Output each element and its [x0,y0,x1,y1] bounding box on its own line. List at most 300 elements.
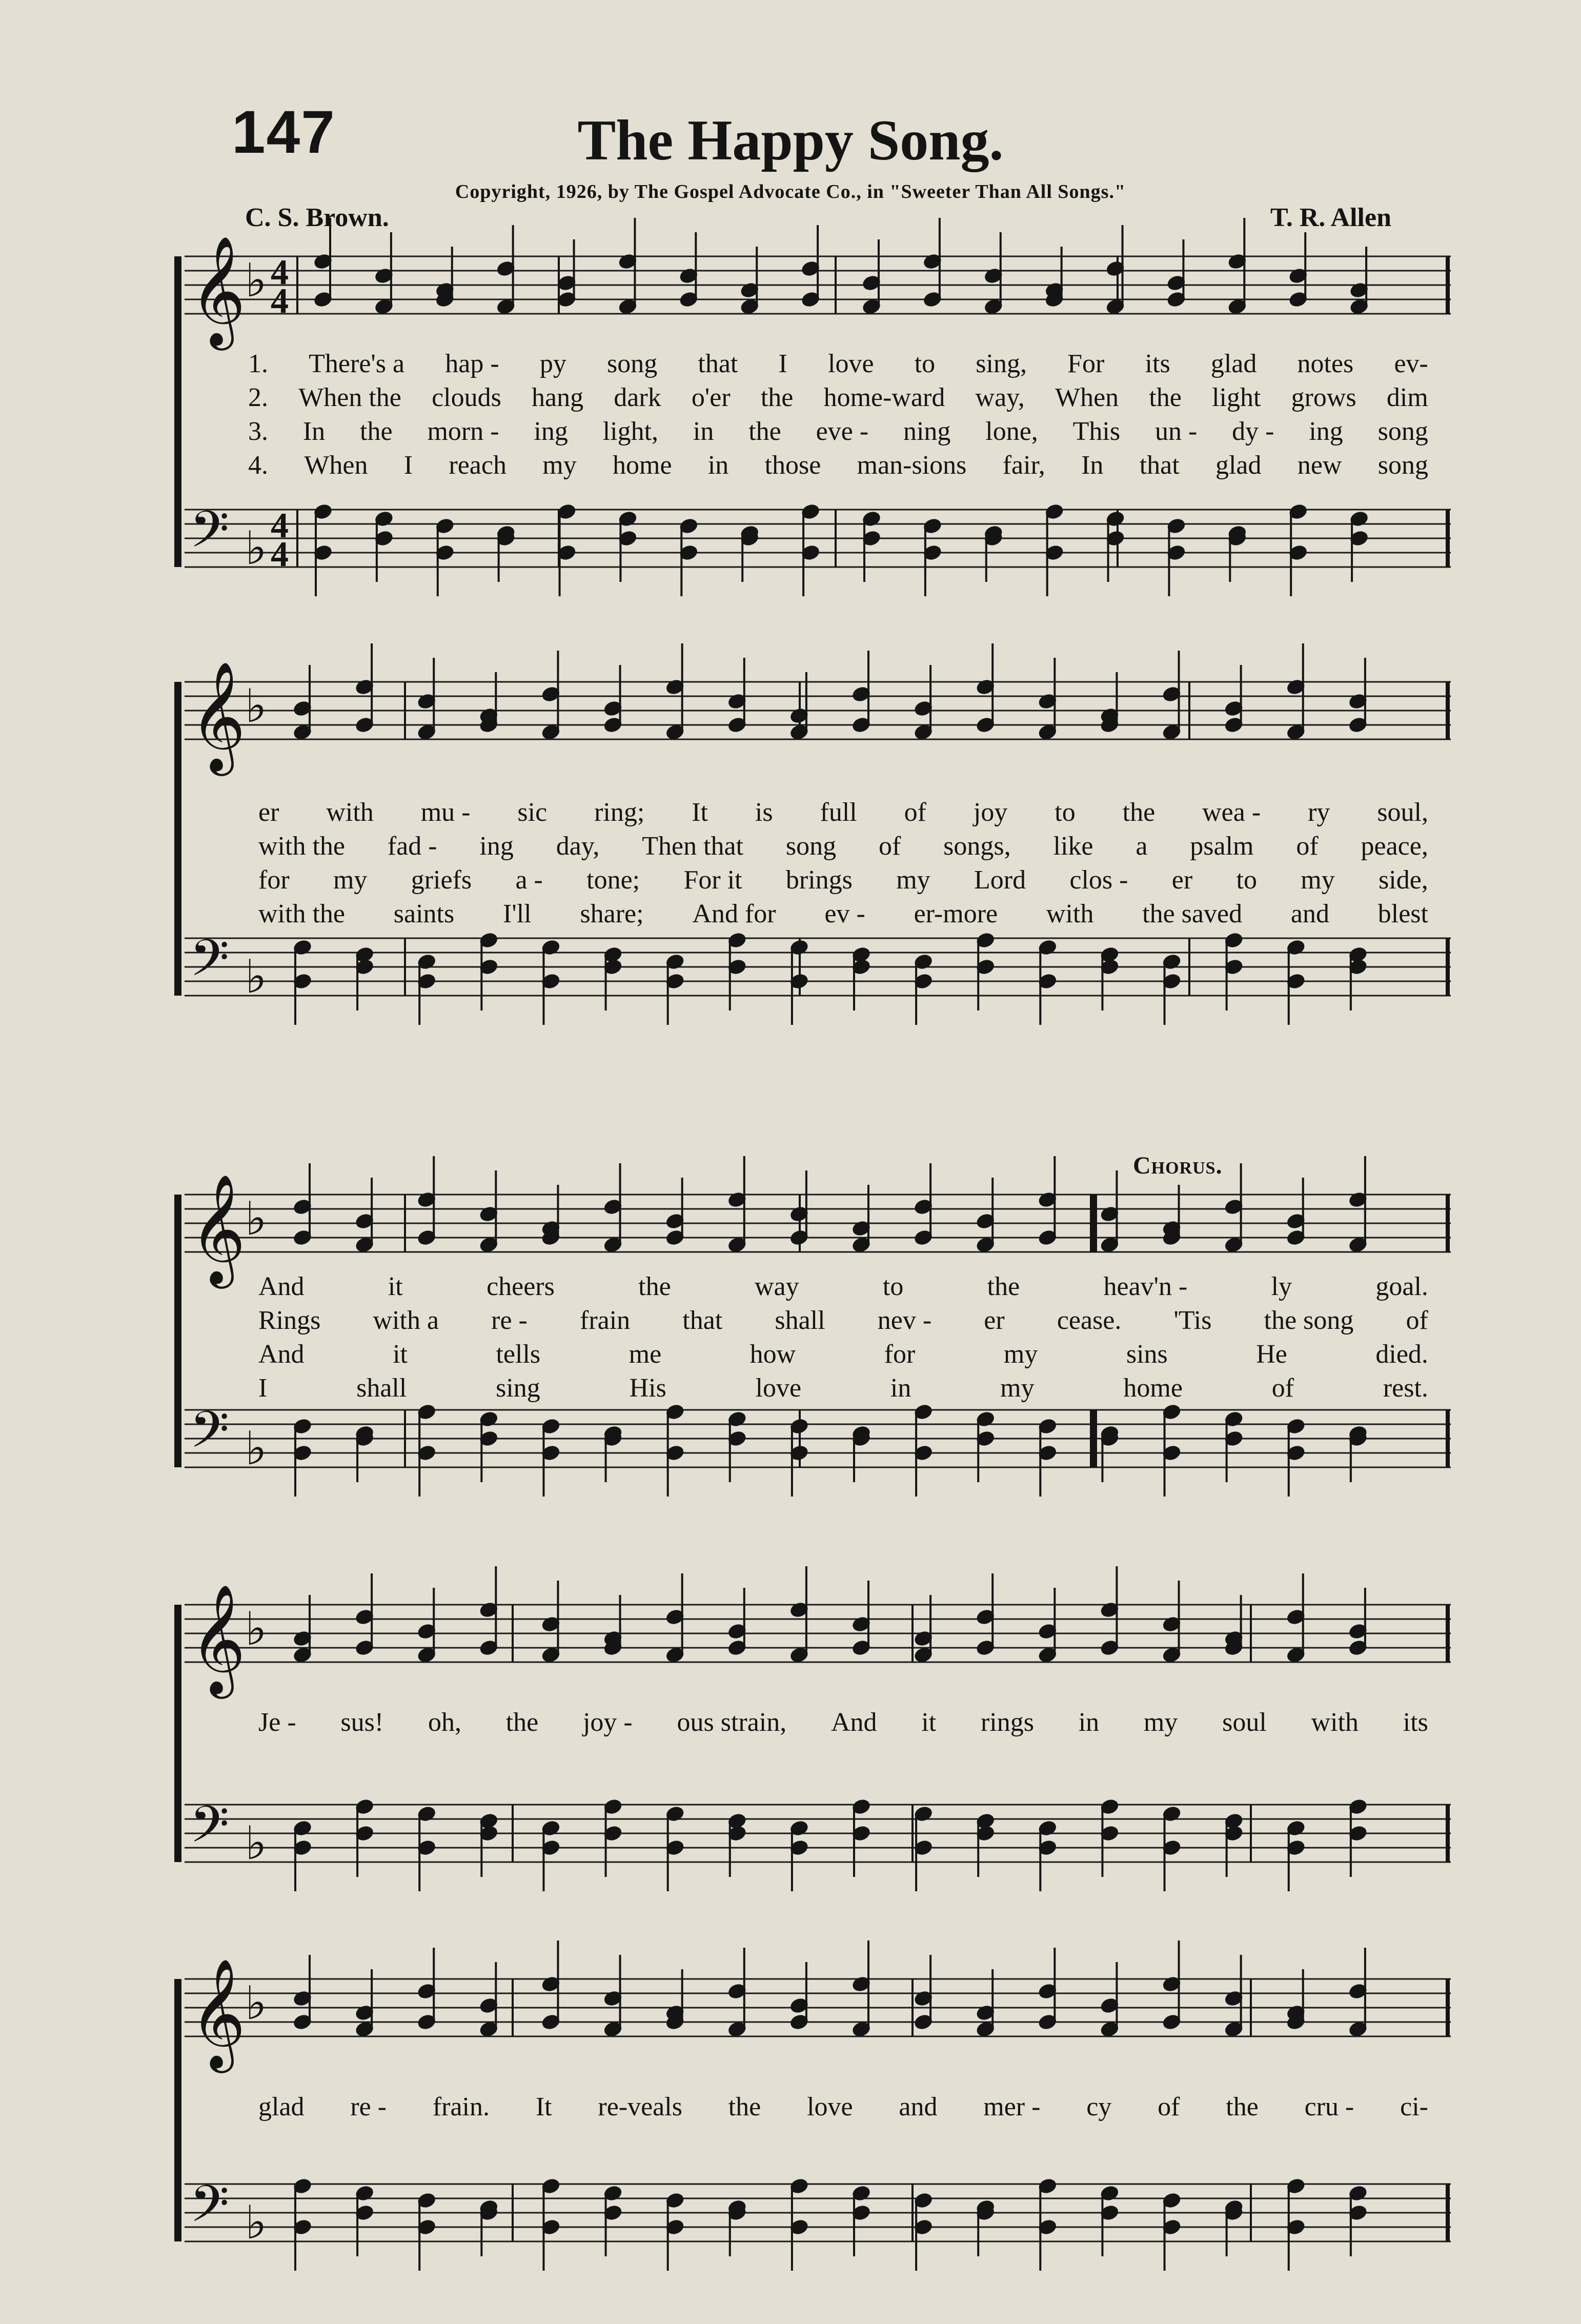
bass-note [1287,1821,1305,1891]
treble-note [355,1178,374,1252]
lyric-syllable: with the [258,832,345,861]
bass-note [604,2186,622,2256]
lyric-syllable: that [1139,451,1180,480]
lyric-syllable: notes [1297,349,1354,378]
treble-note [679,232,698,307]
music-system-1 [169,235,1451,584]
lyric-syllable: cheers [487,1272,555,1301]
lyric-syllable: how [749,1340,796,1369]
bass-note [479,1813,498,1877]
words-author: C. S. Brown. [245,203,389,232]
bass-note [852,1426,870,1482]
bass-note [1106,511,1125,582]
lyric-syllable: with [326,798,374,827]
bass-note [417,1404,436,1497]
bass-note [542,1821,560,1891]
bass-note [976,933,995,1011]
treble-note [1289,232,1307,307]
bass-note [1101,1799,1119,1877]
lyric-syllable: er-more [914,899,998,928]
treble-note [479,1170,498,1252]
treble-note [1106,225,1125,314]
bass-note [790,2178,808,2271]
lyric-syllable: It [535,2092,552,2121]
lyric-syllable: There's a [309,349,405,378]
lyric-syllable: home [1123,1373,1183,1403]
treble-note [604,1163,622,1252]
lyric-syllable: tells [496,1340,541,1369]
hymn-number: 147 [232,98,336,166]
lyric-line [169,416,1451,448]
lyric-syllable: to [1236,865,1257,895]
lyric-syllable: side, [1379,865,1428,895]
lyric-syllable: way [754,1272,799,1301]
treble-note [1101,1170,1119,1252]
treble-note [417,1588,436,1663]
lyric-syllable: shall [356,1373,407,1403]
bass-note [293,1419,312,1497]
lyric-syllable: un - [1154,417,1198,446]
lyric-syllable: 3. [248,417,268,446]
treble-note [542,1941,560,2030]
bass-note [1167,518,1186,596]
lyric-syllable: mu - [420,798,471,827]
bass-note [976,2200,995,2256]
lyric-syllable: full [820,798,857,827]
bass-note [479,1411,498,1482]
lyric-syllable: grows [1291,383,1356,412]
bass-note [314,504,332,596]
lyric-syllable: it [921,1708,937,1737]
bass-note [728,1411,746,1482]
lyric-syllable: and [1290,899,1329,928]
lyric-line [169,831,1451,863]
flat-key-signature-icon: ♭ [245,950,267,1004]
lyric-syllable: joy - [582,1708,633,1737]
bass-note [1225,1411,1243,1482]
lyric-syllable: in [890,1373,911,1403]
lyric-line [169,1271,1451,1303]
treble-clef-icon: 𝄞 [190,235,246,346]
treble-note [542,1581,560,1663]
bass-note [1038,2178,1057,2271]
bass-note [542,1419,560,1497]
lyric-syllable: it [393,1340,408,1369]
treble-clef-icon: 𝄞 [190,1173,246,1284]
lyric-syllable: to [914,349,936,378]
lyric-syllable: to [1055,798,1076,827]
treble-note [479,1566,498,1655]
treble-note [923,218,942,307]
music-system-2 [169,660,1451,1010]
bass-note [1289,504,1307,596]
treble-note [1349,658,1367,733]
lyric-syllable: the [1226,2092,1259,2121]
treble-note [914,1955,933,2030]
lyric-syllable: with a [373,1306,439,1335]
lyric-syllable: sus! [340,1708,384,1737]
bass-note [1228,526,1246,582]
bass-staff [185,1805,1451,1862]
lyric-syllable: frain. [432,2092,490,2121]
lyric-syllable: of [1271,1373,1294,1403]
lyric-syllable: of [1296,832,1319,861]
lyric-syllable: man-sions [857,451,967,480]
bass-note [417,2193,436,2271]
lyric-syllable: This [1072,417,1121,446]
lyric-syllable: I [778,349,787,378]
lyric-syllable: When [1055,383,1119,412]
treble-note [728,1948,746,2037]
lyric-syllable: And [258,1272,305,1301]
bass-note [355,1799,374,1877]
bass-note [293,2178,312,2271]
lyric-line [169,797,1451,829]
chorus-barline [1090,1410,1097,1467]
music-composer: T. R. Allen [1270,203,1391,232]
treble-staff [185,1195,1451,1252]
lyric-syllable: that [682,1306,723,1335]
lyric-syllable: He [1256,1340,1287,1369]
music-system-3 [169,1152,1451,1523]
lyric-syllable: of [1406,1306,1428,1335]
treble-note [558,239,576,307]
lyric-syllable: for [258,865,290,895]
lyric-syllable: to [882,1272,904,1301]
flat-key-signature-icon: ♭ [245,1192,267,1246]
lyric-syllable: saints [393,899,455,928]
music-system-5 [169,1957,1451,2256]
lyric-syllable: home-ward [823,383,945,412]
lyric-syllable: er [984,1306,1005,1335]
lyric-syllable: ing [1309,417,1343,446]
flat-key-signature-icon: ♭ [245,521,267,575]
bass-note [852,947,870,1011]
lyric-syllable: for [884,1340,916,1369]
lyric-line [169,899,1451,931]
lyric-syllable: glad [1210,349,1257,378]
lyric-syllable: it [388,1272,403,1301]
lyric-syllable: re - [491,1306,528,1335]
lyric-syllable: soul [1222,1708,1267,1737]
lyric-syllable: oh, [428,1708,461,1737]
lyric-syllable: and [899,2092,938,2121]
lyric-syllable: sins [1126,1340,1168,1369]
lyric-syllable: nev - [877,1306,932,1335]
time-signature-treble: 4 [271,281,289,321]
lyric-syllable: with the [258,899,345,928]
flat-key-signature-icon: ♭ [245,254,267,308]
treble-note [497,225,515,314]
bass-note [1287,1419,1305,1497]
lyric-syllable: griefs [411,865,472,895]
treble-note [728,658,746,733]
lyric-syllable: song [1377,417,1428,446]
bass-note [1038,1419,1057,1497]
bass-note [417,954,436,1025]
lyric-syllable: brings [785,865,853,895]
bass-note [1225,933,1243,1011]
lyric-syllable: in [1078,1708,1100,1737]
treble-note [1225,1163,1243,1252]
lyric-syllable: the [987,1272,1020,1301]
lyric-syllable: heav'n - [1103,1272,1188,1301]
treble-note [375,232,393,314]
treble-note [1167,239,1186,307]
bass-note [1163,2193,1181,2271]
treble-note [1163,1941,1181,2030]
bass-note [558,504,576,596]
bass-note [728,2200,746,2256]
lyric-syllable: the [1122,798,1156,827]
lyric-syllable: fair, [1002,451,1045,480]
flat-key-signature-icon: ♭ [245,2196,267,2250]
treble-note [984,232,1003,314]
flat-key-signature-icon: ♭ [245,1602,267,1656]
treble-staff [185,1979,1451,2036]
bass-note [1101,2186,1119,2256]
bass-note [1349,1426,1367,1482]
lyric-syllable: the [748,417,781,446]
bass-note [976,1411,995,1482]
bass-note [1350,511,1368,582]
treble-note [1038,658,1057,740]
lyric-line [169,382,1451,414]
lyric-syllable: ev- [1394,349,1428,378]
lyric-line [169,349,1451,380]
lyric-syllable: glad [1215,451,1262,480]
bass-note [1101,1426,1119,1482]
bass-note [852,2186,870,2256]
lyric-syllable: my [896,865,930,895]
lyric-syllable: hang [532,383,584,412]
bass-note [604,947,622,1011]
bass-note [852,1799,870,1877]
time-signature-bass: 4 [271,535,289,574]
treble-note [852,651,870,733]
treble-note [293,665,312,740]
treble-note [976,1178,995,1252]
treble-note [479,1962,498,2037]
lyric-syllable: re-veals [598,2092,682,2121]
treble-staff [185,1605,1451,1662]
lyric-syllable: Lord [974,865,1026,895]
treble-note [852,1581,870,1655]
treble-note [1287,1573,1305,1663]
lyric-line [169,1373,1451,1405]
lyric-syllable: shall [775,1306,825,1335]
lyric-syllable: In [302,417,326,446]
lyric-syllable: Je - [258,1708,296,1737]
lyric-syllable: cru - [1304,2092,1354,2121]
lyric-syllable: ly [1271,1272,1292,1301]
lyric-syllable: lone, [985,417,1038,446]
bass-note [984,526,1003,582]
treble-note [976,643,995,733]
lyric-syllable: soul, [1377,798,1428,827]
lyric-syllable: er [1171,865,1193,895]
treble-note [666,1573,684,1663]
bass-clef-icon: 𝄢 [190,2175,230,2246]
lyric-syllable: It [692,798,708,827]
lyric-line [169,2092,1451,2124]
lyric-syllable: rings [980,1708,1034,1737]
bass-note [355,1426,374,1482]
bass-note [1225,1813,1243,1877]
flat-key-signature-icon: ♭ [245,1976,267,2030]
lyric-syllable: And [258,1340,305,1369]
bass-note [1287,2178,1305,2271]
lyric-syllable: share; [580,899,644,928]
treble-note [666,1178,684,1245]
lyric-syllable: new [1297,451,1342,480]
treble-note [604,665,622,733]
bass-note [479,2200,498,2256]
staff-graphics [169,235,1451,584]
flat-key-signature-icon: ♭ [245,1422,267,1476]
treble-note [417,1156,436,1245]
treble-note [914,1163,933,1245]
lyric-syllable: joy [973,798,1008,827]
lyric-syllable: my [542,451,577,480]
music-system-4 [169,1583,1451,1882]
treble-note [355,643,374,733]
lyric-syllable: the [638,1272,671,1301]
lyric-syllable: tone; [586,865,640,895]
treble-note [790,1962,808,2030]
lyric-syllable: ning [903,417,951,446]
treble-note [293,1163,312,1245]
lyric-syllable: the [360,417,393,446]
lyric-syllable: 4. [248,451,268,480]
lyric-syllable: my [1003,1340,1038,1369]
lyric-syllable: ring; [594,798,645,827]
lyric-syllable: morn - [427,417,499,446]
lyric-syllable: of [904,798,926,827]
lyric-syllable: cy [1086,2092,1112,2121]
lyric-syllable: my [333,865,368,895]
lyric-syllable: ing [479,832,514,861]
lyric-syllable: I [403,451,413,480]
bass-staff [185,1410,1451,1467]
lyric-syllable: His [629,1373,666,1403]
bass-note [436,518,454,596]
bass-staff [185,2184,1451,2241]
lyric-syllable: clos - [1069,865,1128,895]
lyric-syllable: a [1136,832,1148,861]
lyric-syllable: of [879,832,901,861]
treble-note [1349,1588,1367,1655]
bass-note [355,2186,374,2256]
flat-key-signature-icon: ♭ [245,679,267,733]
lyric-syllable: died. [1375,1340,1428,1369]
lyric-syllable: love [807,2092,853,2121]
lyric-syllable: When the [298,383,401,412]
treble-clef-icon: 𝄞 [190,660,246,771]
treble-clef-icon: 𝄞 [190,1583,246,1694]
lyric-syllable: mer - [983,2092,1041,2121]
bass-note [790,1419,808,1497]
bass-note [862,511,881,582]
lyric-syllable: light [1212,383,1261,412]
lyric-syllable: sing [496,1373,540,1403]
treble-note [1038,1948,1057,2030]
lyric-syllable: ing [534,417,568,446]
lyric-syllable: re - [350,2092,387,2121]
lyric-syllable: reach [449,451,506,480]
bass-note [375,511,393,582]
treble-note [862,239,881,314]
bass-clef-icon: 𝄢 [190,500,230,572]
bass-staff [185,938,1451,996]
treble-note [1038,1156,1057,1245]
lyric-syllable: py [539,349,566,378]
lyric-syllable: rest. [1383,1373,1428,1403]
treble-note [604,1955,622,2037]
lyric-syllable: that [698,349,738,378]
bass-note [728,933,746,1011]
treble-note [801,225,820,307]
lyric-syllable: 2. [248,383,268,412]
copyright-notice: Copyright, 1926, by The Gospel Advocate Co., in "Sweeter Than All Songs." [455,181,1126,203]
hymn-title: The Happy Song. [577,109,1004,172]
lyric-syllable: the [505,1708,539,1737]
bass-clef-icon: 𝄢 [190,1795,230,1867]
lyric-syllable: its [1145,349,1170,378]
treble-note [790,1170,808,1245]
bass-note [355,947,374,1011]
lyric-syllable: like [1053,832,1093,861]
treble-note [1163,1581,1181,1663]
bass-clef-icon: 𝄢 [190,1401,230,1472]
lyric-syllable: When [304,451,368,480]
lyric-syllable: I [258,1373,268,1403]
treble-note [417,1948,436,2030]
lyric-syllable: dim [1386,383,1428,412]
treble-note [1038,1588,1057,1663]
time-signature-treble: 4 [271,253,289,292]
lyric-syllable: dark [614,383,661,412]
bass-note [666,954,684,1025]
treble-note [1101,1566,1119,1655]
treble-note [1225,665,1243,733]
lyric-syllable: eve - [816,417,869,446]
flat-key-signature-icon: ♭ [245,1816,267,1870]
treble-note [1225,1955,1243,2037]
lyric-syllable: the [1149,383,1182,412]
lyric-syllable: those [764,451,821,480]
lyric-syllable: song [606,349,658,378]
lyric-line [169,865,1451,897]
treble-staff [185,682,1451,739]
bass-note [1349,1799,1367,1877]
lyric-syllable: its [1403,1708,1428,1737]
bass-note [604,1799,622,1877]
lyric-syllable: And [831,1708,877,1737]
lyric-syllable: with [1046,899,1094,928]
lyric-syllable: ci- [1400,2092,1428,2121]
lyric-syllable: In [1081,451,1104,480]
lyric-syllable: sing, [976,349,1027,378]
lyric-syllable: song [1377,451,1428,480]
bass-note [914,954,933,1025]
lyric-syllable: hap - [445,349,499,378]
lyric-syllable: a - [515,865,543,895]
lyric-syllable: songs, [943,832,1011,861]
lyric-syllable: the [728,2092,761,2121]
lyric-syllable: the song [1264,1306,1354,1335]
bass-note [293,1821,312,1891]
